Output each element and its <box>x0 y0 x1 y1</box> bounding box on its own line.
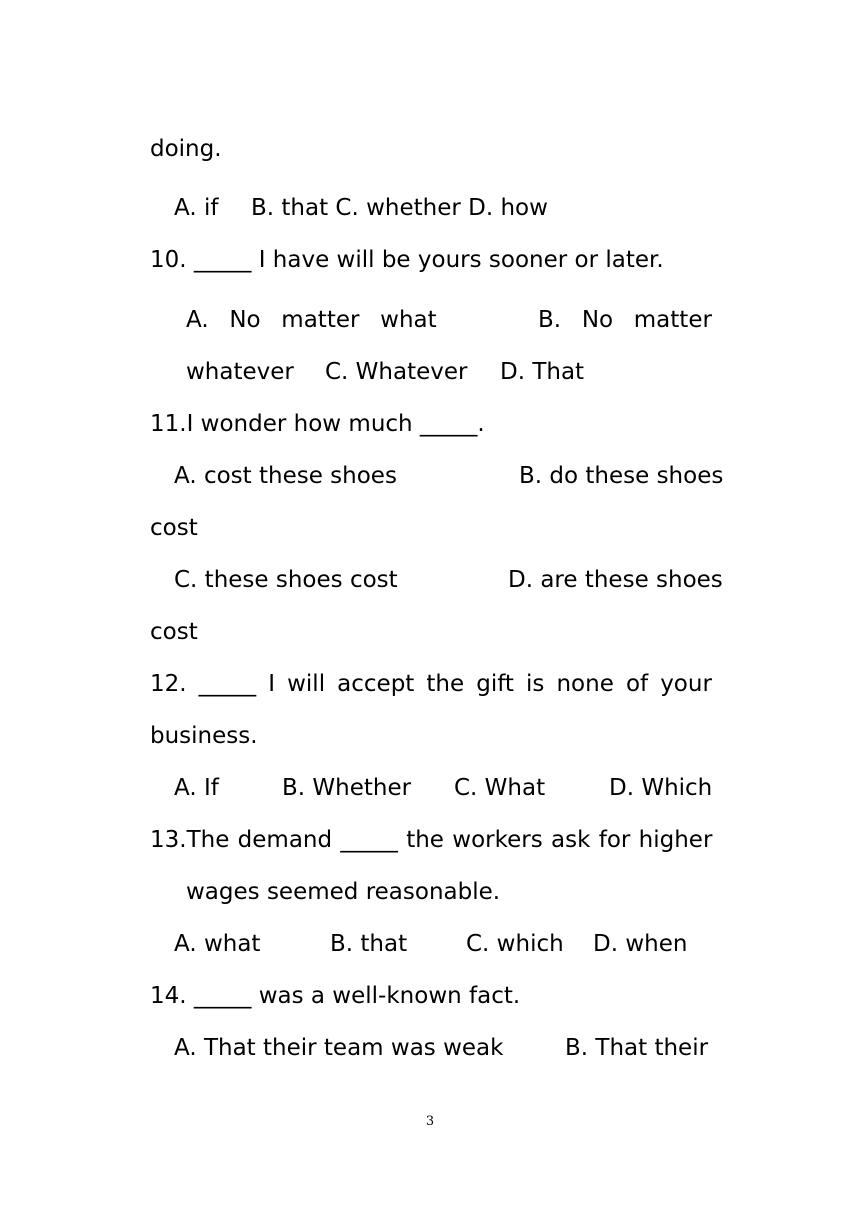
q10-option-b-label: B. <box>538 307 562 333</box>
q10-option-a-word2: matter <box>281 307 360 333</box>
q11-option-d: D. are these shoes <box>508 567 723 593</box>
q14-stem: 14. _____ was a well-known fact. <box>150 983 521 1009</box>
q13-option-a: A. what <box>174 931 261 957</box>
q10-option-b-word2: matter <box>633 307 712 333</box>
q11-option-d-continuation: cost <box>150 619 198 645</box>
q12-option-c: C. What <box>454 775 546 801</box>
q13-stem-line1: 13.The demand _____ the workers ask for higher <box>150 827 713 853</box>
q10-option-c: C. Whatever <box>325 359 468 385</box>
q12-option-a: A. If <box>174 775 219 801</box>
q12-word: gift <box>476 671 514 697</box>
q14-option-a: A. That their team was weak <box>174 1035 504 1061</box>
q11-option-b: B. do these shoes <box>519 463 724 489</box>
q12-word: none <box>556 671 614 697</box>
q12-option-b: B. Whether <box>282 775 412 801</box>
q12-word: 12. <box>150 671 187 697</box>
q12-blank: _____ <box>198 671 257 697</box>
q9-option-a: A. if <box>174 195 219 221</box>
q12-word: is <box>526 671 545 697</box>
q12-word: I <box>268 671 276 697</box>
q10-option-spacer <box>457 305 517 335</box>
q13-option-d: D. when <box>593 931 688 957</box>
q10-option-b-word3: whatever <box>186 359 294 385</box>
q11-stem: 11.I wonder how much _____. <box>150 411 485 437</box>
q12-word: accept <box>337 671 415 697</box>
q10-option-d: D. That <box>500 359 585 385</box>
q12-option-d: D. Which <box>609 775 713 801</box>
q10-stem: 10. _____ I have will be yours sooner or later. <box>150 247 664 273</box>
q9-options-bcd: B. that C. whether D. how <box>251 195 548 221</box>
q10-options-line1 <box>186 305 712 335</box>
q14-option-b: B. That their <box>565 1035 709 1061</box>
q12-word: will <box>287 671 326 697</box>
q12-stem-line2: business. <box>150 723 258 749</box>
q10-option-a-word1: No <box>229 307 261 333</box>
q11-option-a: A. cost these shoes <box>174 463 397 489</box>
q13-option-b: B. that <box>330 931 408 957</box>
page-number: 3 <box>425 1114 435 1129</box>
q13-stem-line2: wages seemed reasonable. <box>186 879 501 905</box>
q10-option-a-word3: what <box>380 307 437 333</box>
q10-option-a-label: A. <box>186 307 209 333</box>
q11-option-b-continuation: cost <box>150 515 198 541</box>
q10-option-b-word1: No <box>581 307 614 333</box>
q12-word: your <box>660 671 712 697</box>
q13-option-c: C. which <box>466 931 564 957</box>
q9-stem-continuation: doing. <box>150 136 222 162</box>
q12-stem-line1 <box>150 669 712 699</box>
q12-word: of <box>625 671 649 697</box>
q11-option-c: C. these shoes cost <box>174 567 398 593</box>
q12-word: the <box>426 671 465 697</box>
